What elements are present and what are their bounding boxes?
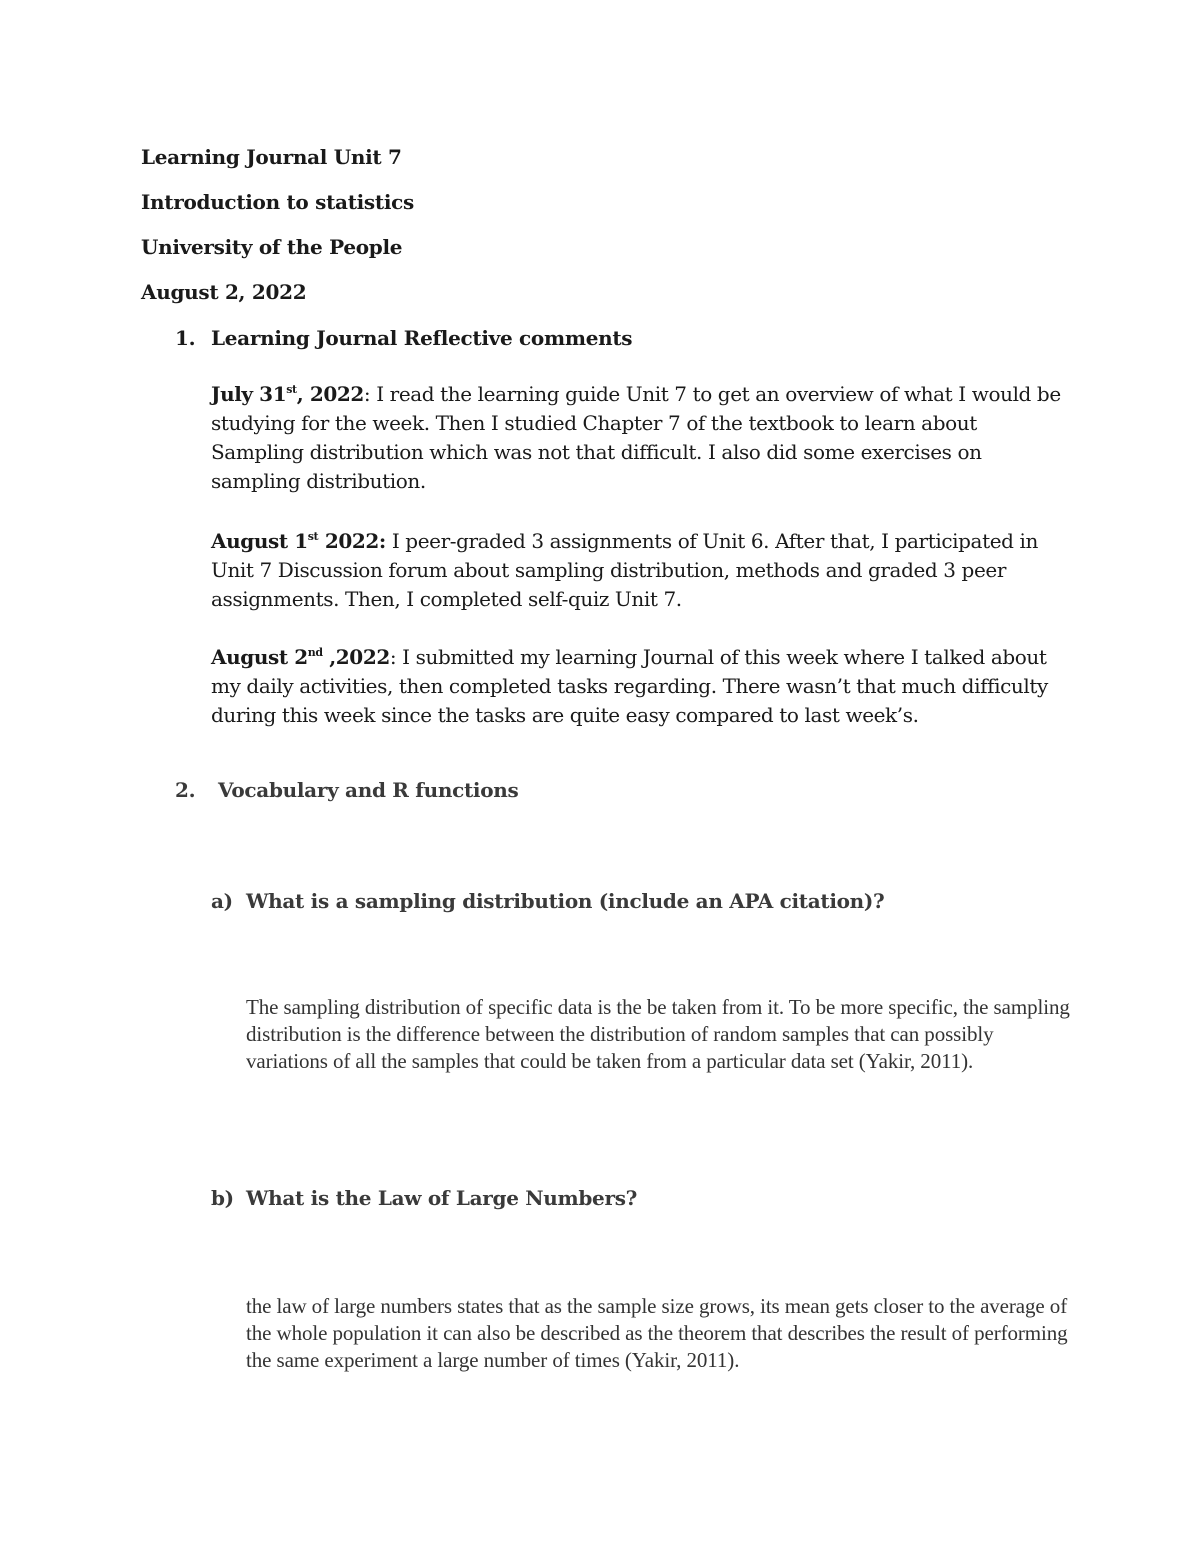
question-a-marker: a) xyxy=(211,889,233,913)
section-1-number: 1. xyxy=(175,326,196,350)
section-1-title: Learning Journal Reflective comments xyxy=(211,326,633,350)
section-2-number: 2. xyxy=(175,778,196,802)
entry-date-suffix: nd xyxy=(307,646,323,659)
entry-date-year: , 2022 xyxy=(296,382,364,406)
entry-date-suffix: st xyxy=(307,530,319,543)
journal-entry xyxy=(211,527,1071,614)
entry-date-year: 2022: xyxy=(318,529,386,553)
journal-entry xyxy=(211,643,1071,730)
journal-entry xyxy=(211,380,1071,496)
entry-date-label: August 1 xyxy=(211,529,308,553)
document-date: August 2, 2022 xyxy=(141,280,307,304)
question-b-marker: b) xyxy=(211,1186,234,1210)
entry-text: : I read the learning guide Unit 7 to get an overview of what I would be studying for the week. Then I studied Chapter 7 of the textbook to learn about Sampling distribution which was not that difficult. I also did some exercises on sampling distribution. xyxy=(211,382,1061,493)
entry-date-label: July 31 xyxy=(211,382,287,406)
section-2-title: Vocabulary and R functions xyxy=(218,778,519,802)
institution-name: University of the People xyxy=(141,235,403,259)
question-b-text: What is the Law of Large Numbers? xyxy=(246,1186,638,1210)
entry-text: I peer-graded 3 assignments of Unit 6. After that, I participated in Unit 7 Discussion forum about sampling distribution, methods and graded 3 peer assignments. Then, I completed self-quiz Unit 7. xyxy=(211,529,1038,611)
entry-date-suffix: st xyxy=(286,383,297,396)
entry-date-label: August 2 xyxy=(211,645,308,669)
answer-a: The sampling distribution of specific data is the be taken from it. To be more specific, the sampling distribution is the difference between the distribution of random samples that can possibly variations of all the samples that could be taken from a particular data set (Yakir, 2011). xyxy=(246,995,1070,1073)
question-a-text: What is a sampling distribution (include an APA citation)? xyxy=(246,889,885,913)
course-name: Introduction to statistics xyxy=(141,190,414,214)
document-title: Learning Journal Unit 7 xyxy=(141,145,402,169)
entry-date-year: ,2022 xyxy=(322,645,390,669)
entry-text: : I submitted my learning Journal of this week where I talked about my daily activities, then completed tasks regarding. There wasn’t that much difficulty during this week since the tasks are quite easy compared to last week’s. xyxy=(211,645,1048,727)
answer-b: the law of large numbers states that as the sample size grows, its mean gets closer to the average of the whole population it can also be described as the theorem that describes the result of performing the same experiment a large number of times (Yakir, 2011). xyxy=(246,1294,1068,1372)
